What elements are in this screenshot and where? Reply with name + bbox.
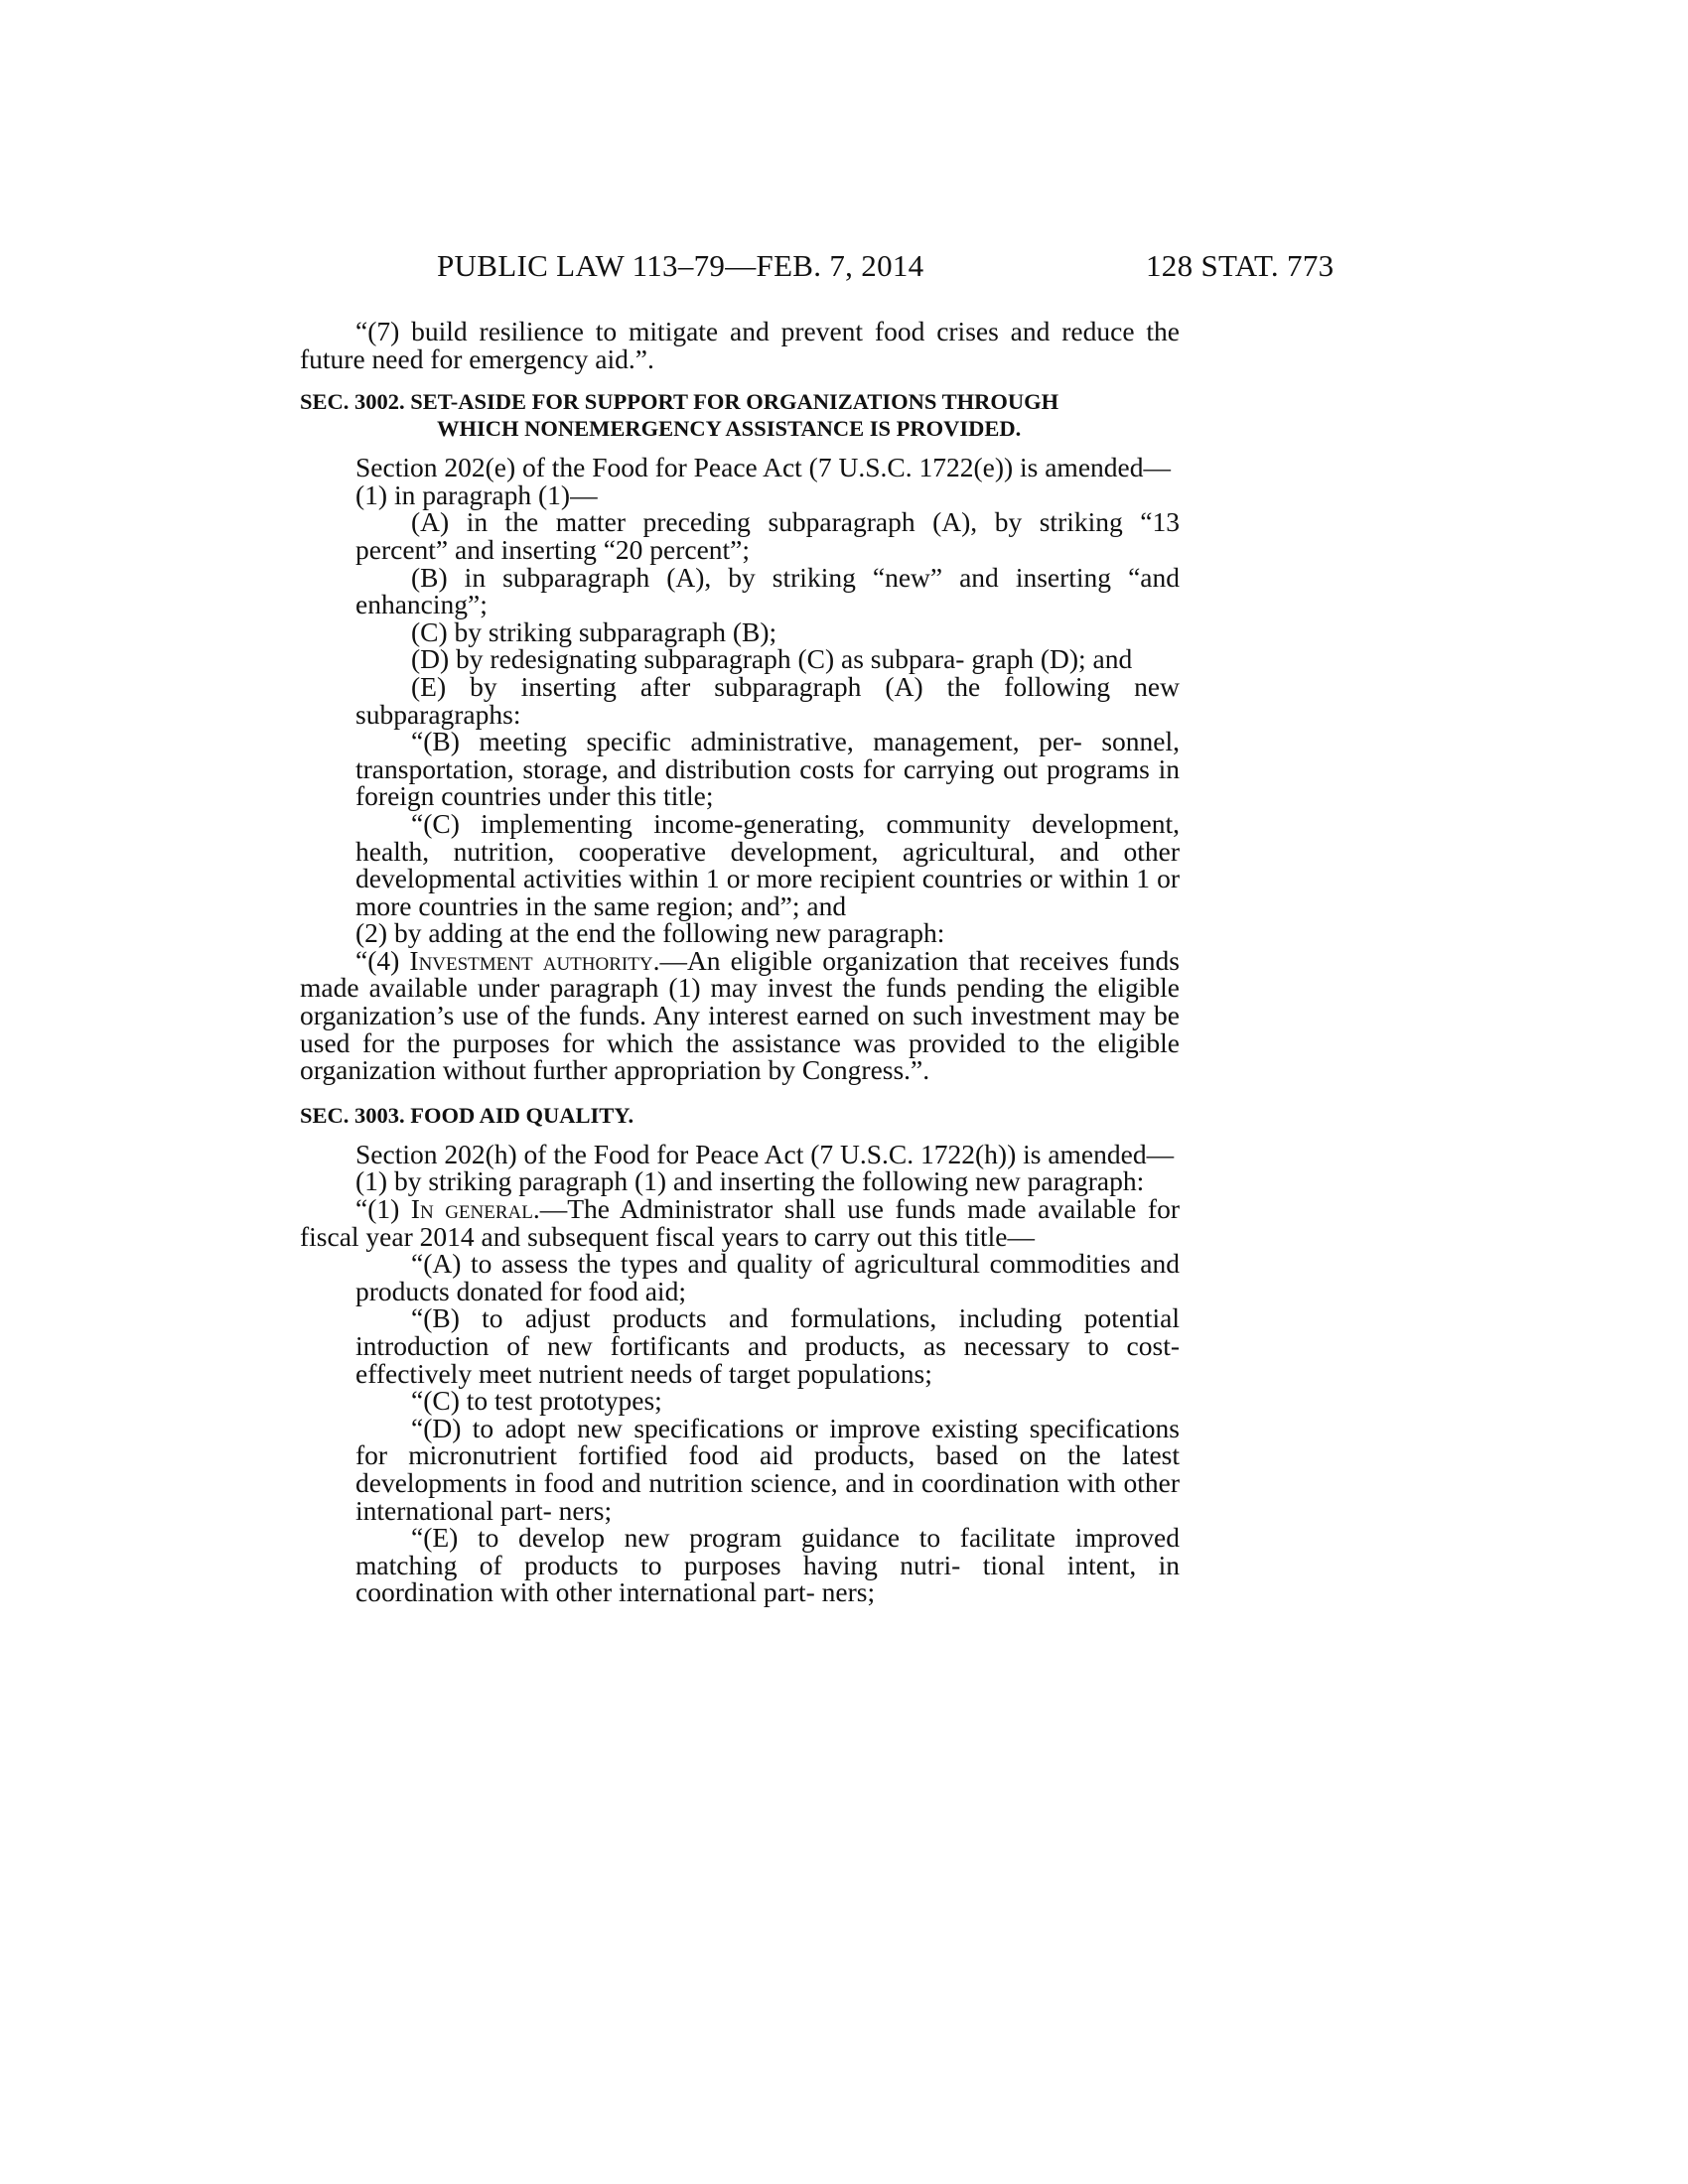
paragraph: “(C) implementing income-generating, community development, health, nutrition, cooperative development, agricultural, and other developmental activities within 1 or more recipient countries or within 1 or more countries in the same region; and”; and [355, 807, 1180, 921]
paragraph-text: .—The Administrator shall use funds made available for fiscal year 2014 and subsequent fiscal years to carry out this title— [300, 1193, 1180, 1252]
paragraph [300, 318, 1180, 372]
section-heading-line: SEC. 3003. FOOD AID QUALITY. [300, 1102, 634, 1128]
paragraph-lead: “(1) [355, 1193, 411, 1225]
paragraph-heading: Investment authority [409, 944, 653, 976]
section-heading-line: SEC. 3002. SET-ASIDE FOR SUPPORT FOR ORGANIZATIONS THROUGH [300, 389, 1059, 415]
section-heading-line: WHICH NONEMERGENCY ASSISTANCE IS PROVIDED. [437, 416, 1022, 442]
paragraph: “(C) to test prototypes; [411, 1385, 662, 1417]
paragraph: “(B) meeting specific administrative, management, per- sonnel, transportation, storage, and distribution costs for carrying out programs in foreign countries under this title; [355, 726, 1180, 812]
paragraph: (D) by redesignating subparagraph (C) as subpara- graph (D); and [411, 643, 1133, 675]
running-head: PUBLIC LAW 113–79—FEB. 7, 2014 [437, 248, 924, 283]
paragraph: (1) in paragraph (1)— [355, 478, 598, 510]
paragraph: “(E) to develop new program guidance to facilitate improved matching of products to purposes having nutri- tional intent, in coordination with other international part- ners; [355, 1522, 1180, 1608]
paragraph-text: “(7) build resilience to mitigate and prevent food crises and reduce the future need for emergency aid.”. [300, 316, 1180, 374]
document-body [300, 318, 1180, 1606]
paragraph: (E) by inserting after subparagraph (A) the following new subparagraphs: [355, 670, 1180, 730]
paragraph: (2) by adding at the end the following new paragraph: [355, 917, 945, 949]
paragraph: Section 202(e) of the Food for Peace Act (7 U.S.C. 1722(e)) is amended— [355, 452, 1171, 483]
paragraph: “(B) to adjust products and formulations, including potential introduction of new fortificants and products, as necessary to cost-effectively meet nutrient needs of target populations; [355, 1302, 1180, 1389]
paragraph-text: .—An eligible organization that receives funds made available under paragraph (1) may invest the funds pending the eligible organization’s use of the funds. Any interest earned on such investment may be used for the purposes for which the assistance was provided to the eligible organization without further appropriation by Congress.”. [300, 944, 1181, 1086]
paragraph: (C) by striking subparagraph (B); [411, 615, 777, 647]
page-folio: 128 STAT. 773 [1146, 248, 1335, 283]
paragraph: (A) in the matter preceding subparagraph (A), by striking “13 percent” and inserting “20 percent”; [355, 506, 1180, 565]
paragraph: “(D) to adopt new specifications or improve existing specifications for micronutrient fortified food aid products, based on the latest developments in food and nutrition science, and in coordination with other international part- ners; [355, 1412, 1180, 1526]
paragraph: (1) by striking paragraph (1) and inserting the following new paragraph: [355, 1165, 1145, 1197]
paragraph-lead: “(4) [355, 944, 410, 976]
section-heading-3003 [300, 1102, 1180, 1129]
paragraph [300, 944, 1181, 1086]
paragraph: “(A) to assess the types and quality of agricultural commodities and products donated for food aid; [355, 1248, 1180, 1306]
paragraph: Section 202(h) of the Food for Peace Act (7 U.S.C. 1722(h)) is amended— [355, 1138, 1175, 1169]
paragraph: (B) in subparagraph (A), by striking “new” and inserting “and enhancing”; [355, 561, 1180, 620]
section-heading-3002 [300, 388, 1180, 442]
paragraph-heading: In general [410, 1193, 533, 1225]
paragraph [300, 1195, 1180, 1250]
page-header [0, 248, 1688, 288]
